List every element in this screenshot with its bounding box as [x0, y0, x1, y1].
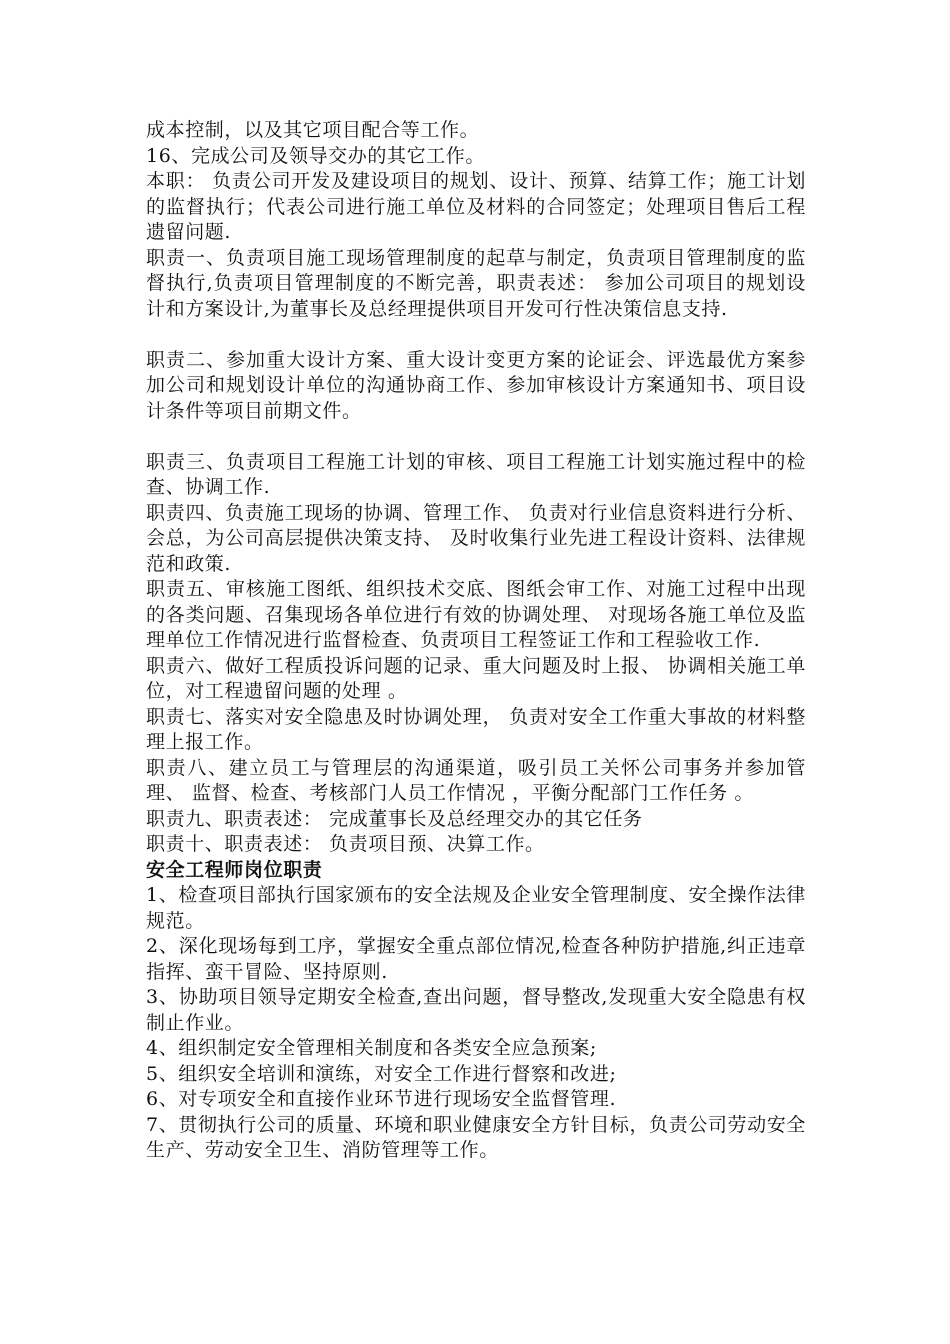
paragraph-duty-5: 职责五、审核施工图纸、组织技术交底、图纸会审工作、对施工过程中出现的各类问题、召集现场各单位进行有效的协调处理、 对现场各施工单位及监理单位工作情况进行监督检查、负责项目工程签证工作和工程验收工作. [146, 578, 806, 651]
blank-line [146, 322, 806, 348]
paragraph-duty-1: 职责一、负责项目施工现场管理制度的起草与制定，负责项目管理制度的监督执行,负责项目管理制度的不断完善，职责表述： 参加公司项目的规划设计和方案设计,为董事长及总经理提供项目开发可行性决策信息支持. [146, 246, 806, 320]
section-item-6: 6、对专项安全和直接作业环节进行现场安全监督管理. [146, 1088, 617, 1110]
paragraph-duty-2: 职责二、参加重大设计方案、重大设计变更方案的论证会、评选最优方案参加公司和规划设计单位的沟通协商工作、参加审核设计方案通知书、项目设计条件等项目前期文件。 [146, 348, 806, 422]
paragraph-duty-3: 职责三、负责项目工程施工计划的审核、项目工程施工计划实施过程中的检查、协调工作. [146, 450, 806, 498]
paragraph-item-16: 16、完成公司及领导交办的其它工作。 [146, 144, 485, 167]
section-item-1: 1、检查项目部执行国家颁布的安全法规及企业安全管理制度、安全操作法律规范。 [146, 884, 806, 932]
paragraph-duty-6: 职责六、做好工程质投诉问题的记录、重大问题及时上报、 协调相关施工单位，对工程遗留问题的处理 。 [146, 654, 806, 702]
document-body [146, 118, 806, 1164]
paragraph-cost-control: 成本控制，以及其它项目配合等工作。 [146, 119, 480, 141]
section-item-5: 5、组织安全培训和演练，对安全工作进行督察和改进; [146, 1062, 617, 1085]
paragraph-main-duty: 本职： 负责公司开发及建设项目的规划、设计、预算、结算工作；施工计划的监督执行；代表公司进行施工单位及材料的合同签定；处理项目售后工程遗留问题. [146, 170, 806, 243]
paragraph-duty-8: 职责八、建立员工与管理层的沟通渠道，吸引员工关怀公司事务并参加管理、 监督、检查、考核部门人员工作情况 ，平衡分配部门工作任务 。 [146, 756, 806, 804]
section-item-3: 3、协助项目领导定期安全检查,查出问题，督导整改,发现重大安全隐患有权制止作业。 [146, 986, 806, 1034]
section-heading: 安全工程师岗位职责 [146, 858, 323, 881]
blank-line [146, 424, 806, 450]
paragraph-duty-10: 职责十、职责表述： 负责项目预、决算工作。 [146, 833, 545, 855]
section-item-4: 4、组织制定安全管理相关制度和各类安全应急预案; [146, 1037, 597, 1059]
paragraph-duty-4: 职责四、负责施工现场的协调、管理工作、 负责对行业信息资料进行分析、会总，为公司高层提供决策支持、 及时收集行业先进工程设计资料、法律规范和政策. [146, 501, 806, 575]
paragraph-duty-7: 职责七、落实对安全隐患及时协调处理， 负责对安全工作重大事故的材料整理上报工作。 [146, 705, 806, 753]
section-item-2: 2、深化现场每到工序，掌握安全重点部位情况,检查各种防护措施,纠正违章指挥、蛮干冒险、坚持原则. [146, 935, 806, 983]
paragraph-duty-9: 职责九、职责表述： 完成董事长及总经理交办的其它任务 [146, 807, 643, 830]
section-item-7: 7、贯彻执行公司的质量、环境和职业健康安全方针目标，负责公司劳动安全生产、劳动安全卫生、消防管理等工作。 [146, 1113, 806, 1161]
